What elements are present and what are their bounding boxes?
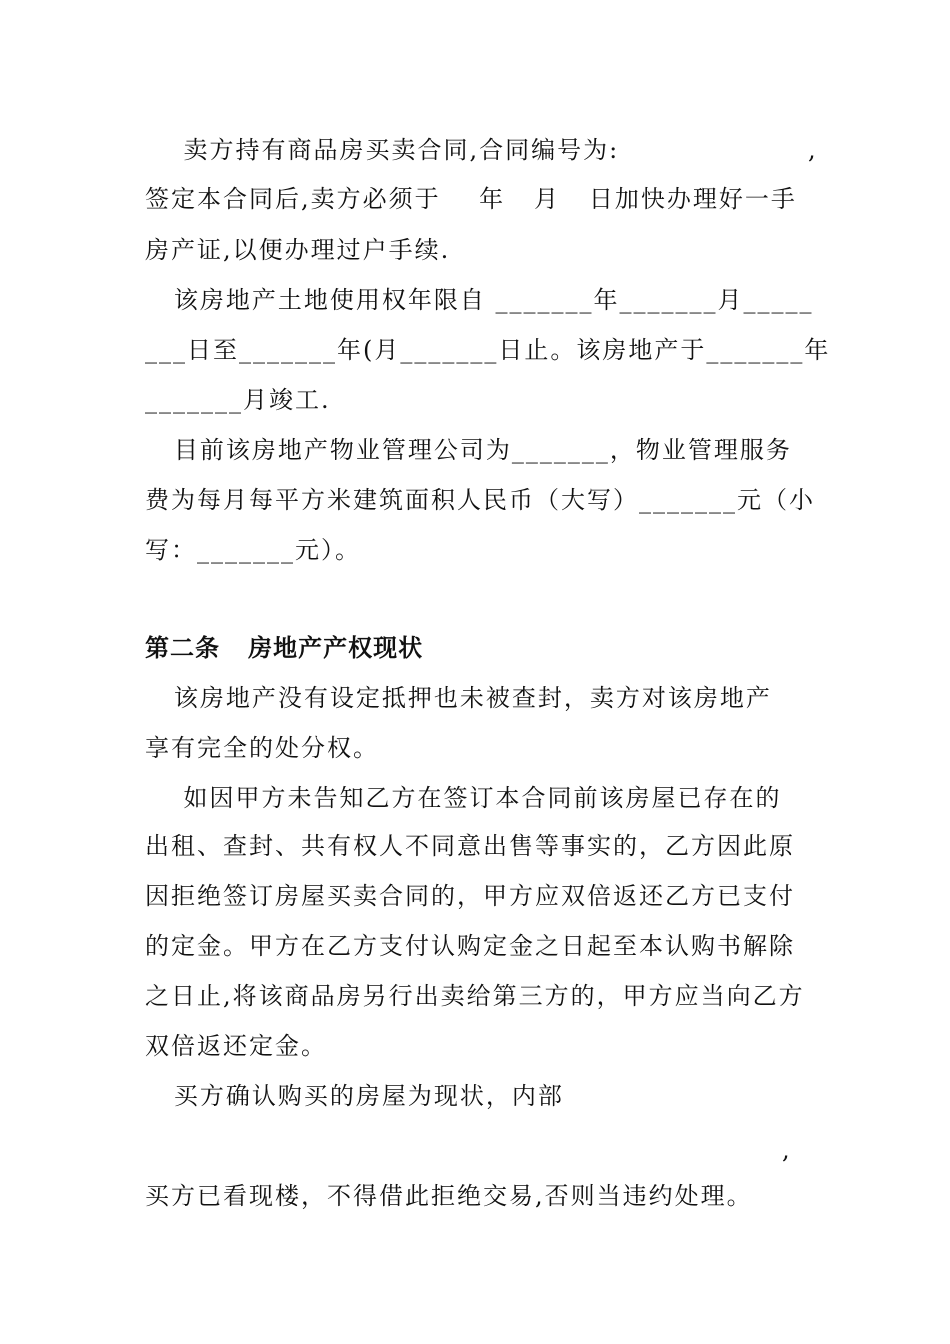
paragraph-line: 目前该房地产物业管理公司为_______，物业管理服务 (145, 436, 792, 464)
paragraph-line: 出租、查封、共有权人不同意出售等事实的，乙方因此原 (145, 832, 795, 860)
paragraph-line: 买方确认购买的房屋为现状，内部 (145, 1082, 564, 1110)
section-heading: 第二条 房地产产权现状 (145, 633, 424, 662)
paragraph-line: 写：_______元）。 (145, 536, 361, 564)
paragraph-line: 买方已看现楼，不得借此拒绝交易,否则当违约处理。 (145, 1182, 753, 1210)
paragraph-line: _______月竣工. (145, 386, 331, 414)
paragraph-line: 之日止,将该商品房另行出卖给第三方的，甲方应当向乙方 (145, 982, 805, 1010)
paragraph-line: 因拒绝签订房屋买卖合同的，甲方应双倍返还乙方已支付 (145, 882, 795, 910)
paragraph-line: 双倍返还定金。 (145, 1032, 327, 1060)
paragraph-line: 该房地产没有设定抵押也未被查封，卖方对该房地产 (145, 684, 772, 712)
paragraph-line: 如因甲方未告知乙方在签订本合同前该房屋已存在的 (145, 784, 782, 812)
paragraph-line: ___日至_______年(月_______日止。该房地产于_______年 (145, 336, 831, 364)
paragraph-line: 签定本合同后,卖方必须于 年 月 日加快办理好一手 (145, 185, 797, 213)
paragraph-line: 卖方持有商品房买卖合同,合同编号为: (145, 136, 620, 164)
paragraph-line: 该房地产土地使用权年限自 _______年_______月_____ (145, 286, 814, 314)
trailing-comma: , (782, 1136, 790, 1164)
paragraph-line: 费为每月每平方米建筑面积人民币（大写）_______元（小 (145, 486, 815, 514)
paragraph-line: 房产证,以便办理过户手续. (145, 236, 451, 264)
trailing-comma: , (808, 136, 816, 164)
paragraph-line: 享有完全的处分权。 (145, 734, 379, 762)
paragraph-line: 的定金。甲方在乙方支付认购定金之日起至本认购书解除 (145, 932, 795, 960)
